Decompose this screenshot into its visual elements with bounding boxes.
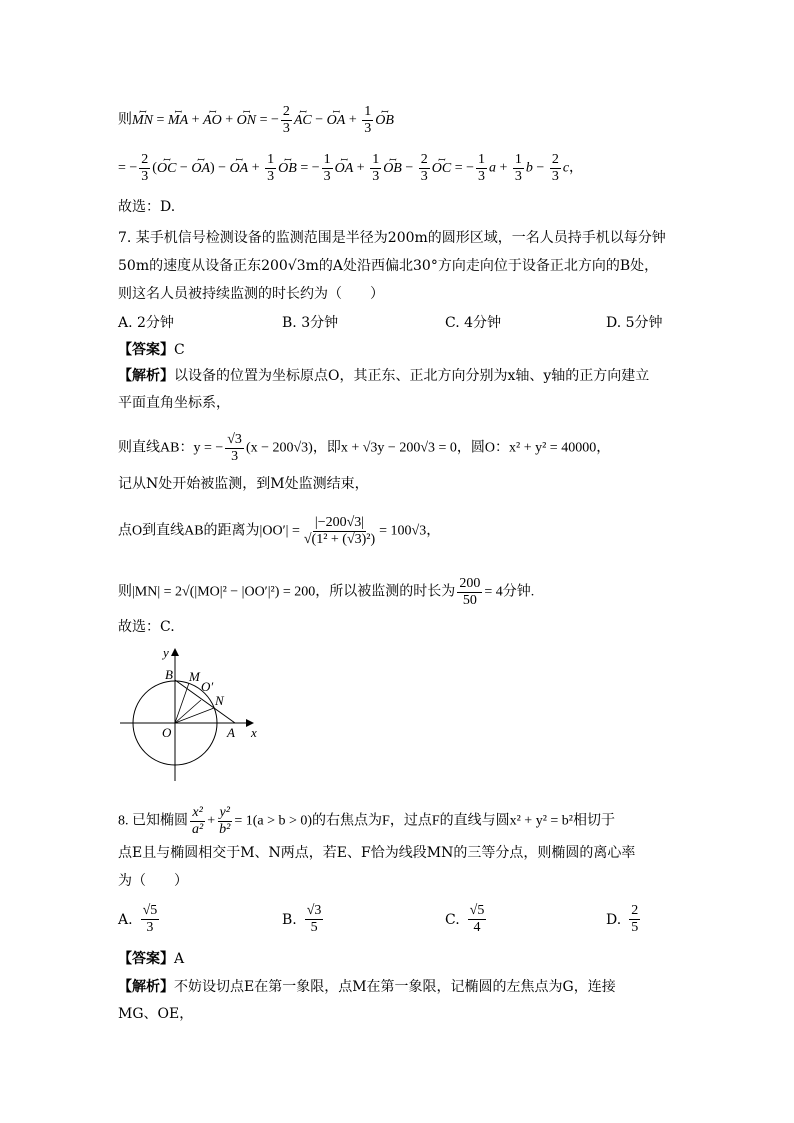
q8-stem-3: 为（ ） <box>118 873 188 889</box>
q7-analysis-5: 点O到直线AB的距离为|OO′| = $\frac{|-200√3|}{\text{√(1² + (√3)²)}}$ = 100√3， <box>118 515 441 547</box>
label-oprime: O′ <box>201 679 214 694</box>
q8-options <box>118 903 678 943</box>
q7-stem-3: 则这名人员被持续监测的时长约为（ ） <box>118 286 384 302</box>
label-o: O <box>162 725 172 740</box>
q6-line2: = − $\frac{2}{3}$ (ꟷ OC − ꟷ OA) − ꟷ OA + $\frac{1}{3}$ ꟷ OB = − $\frac{1}{3}$ ꟷ OA + $\frac{1}{3}$ ꟷ OB − $\frac{2}{3}$ ꟷ OC = − $\frac{1}{3}$ a + $\frac{1}{3}$ b − $\frac{2}{3}$ c， <box>118 152 583 185</box>
q7-analysis-4: 记从N处开始被监测，到M处监测结束， <box>118 476 369 492</box>
q7-option-a[interactable]: A. 2分钟 <box>118 315 174 331</box>
q7-stem-1: 7. 某手机信号检测设备的监测范围是半径为200m的圆形区域，一名人员持手机以每分钟 <box>118 230 666 246</box>
q7-analysis-6: 则|MN| = 2√(|MO|² − |OO′|²) = 200，所以被监测的时长为 $\frac{200}{50}$ = 4分钟. <box>118 576 535 608</box>
q8-option-c[interactable]: C. $\frac{√5}{4}$ <box>445 903 485 935</box>
q8-stem-2: 点E且与椭圆相交于M、N两点，若E、F恰为线段MN的三等分点，则椭圆的离心率 <box>118 845 636 861</box>
q8-analysis-1: 【解析】不妨设切点E在第一象限，点M在第一象限，记椭圆的左焦点为G，连接 <box>118 979 616 995</box>
q7-figure <box>115 643 275 783</box>
q6-line1: 则ꟷ MN = ꟷ MA + ꟷ AO + ꟷ ON = − $\frac{2}{3}$ ꟷ AC − ꟷ OA + $\frac{1}{3}$ ꟷ OB <box>118 104 394 137</box>
q7-stem-2: 50m的速度从设备正东200√3m的A处沿西偏北30°方向走向位于设备正北方向的B处， <box>118 258 659 274</box>
label-m: M <box>189 669 200 684</box>
q7-analysis-3: 则直线AB：y = − $\frac{√3}{3}$ (x − 200√3)，即x + √3y − 200√3 = 0，圆O：x² + y² = 40000， <box>118 432 611 464</box>
label-x: x <box>251 725 257 740</box>
q8-option-b[interactable]: B. $\frac{√3}{5}$ <box>282 903 322 935</box>
label-b: B <box>165 667 173 682</box>
q7-option-d[interactable]: D. 5分钟 <box>606 315 663 331</box>
q7-analysis-2: 平面直角坐标系， <box>118 395 230 411</box>
q7-option-c[interactable]: C. 4分钟 <box>445 315 502 331</box>
label-n: N <box>215 693 224 708</box>
q7-analysis-1: 【解析】以设备的位置为坐标原点O，其正东、正北方向分别为x轴、y轴的正方向建立 <box>118 368 650 384</box>
seg-on <box>175 708 214 723</box>
label-y: y <box>163 645 169 660</box>
q8-answer: 【答案】A <box>118 951 185 967</box>
label-a: A <box>227 725 235 740</box>
q7-option-b[interactable]: B. 3分钟 <box>282 315 339 331</box>
q7-choose: 故选：C. <box>118 619 175 635</box>
q8-option-a[interactable]: A. $\frac{√5}{3}$ <box>118 903 158 935</box>
q7-answer: 【答案】C <box>118 342 185 358</box>
q8-analysis-2: MG、OE， <box>118 1006 194 1022</box>
q8-option-d[interactable]: D. $\frac{2}{5}$ <box>606 903 639 935</box>
q8-stem-1: 8. 已知椭圆 $\frac{\text{x²}}{\text{a²}}$ + $\frac{\text{y²}}{\text{b²}}$ = 1(a > b > 0)的右焦点为F，过点F的直线与圆x² + y² = b²相切于 <box>118 805 615 837</box>
q6-choose: 故选：D. <box>118 199 176 215</box>
